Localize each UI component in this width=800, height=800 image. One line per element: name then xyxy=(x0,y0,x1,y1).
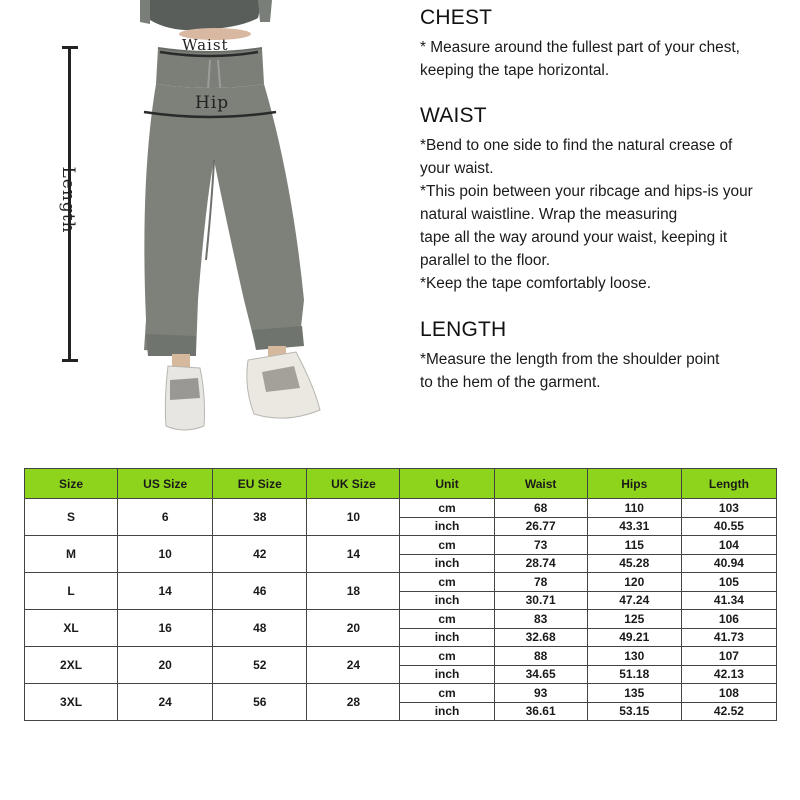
unit-cell: cm xyxy=(400,647,494,666)
length-heading: LENGTH xyxy=(420,318,507,341)
table-header-row xyxy=(25,469,777,499)
chest-heading: CHEST xyxy=(420,6,493,29)
hips-cell: 49.21 xyxy=(587,628,681,647)
table-row xyxy=(25,610,777,629)
table-row xyxy=(25,536,777,555)
unit-cell: cm xyxy=(400,499,494,518)
eu-size-cell: 46 xyxy=(213,573,307,610)
size-cell: XL xyxy=(25,610,118,647)
eu-size-cell: 56 xyxy=(213,684,307,721)
header-eu-size: EU Size xyxy=(213,469,307,499)
hips-cell: 43.31 xyxy=(587,517,681,536)
unit-cell: cm xyxy=(400,536,494,555)
length-cell: 104 xyxy=(681,536,776,555)
waist-text-line: natural waistline. Wrap the measuring xyxy=(420,206,678,223)
unit-cell: inch xyxy=(400,628,494,647)
waist-cell: 73 xyxy=(494,536,587,555)
waist-section xyxy=(420,104,792,295)
uk-size-cell: 14 xyxy=(307,536,400,573)
us-size-cell: 10 xyxy=(118,536,213,573)
eu-size-cell: 52 xyxy=(213,647,307,684)
uk-size-cell: 10 xyxy=(307,499,400,536)
measurement-figure xyxy=(0,0,400,440)
length-cell: 107 xyxy=(681,647,776,666)
us-size-cell: 16 xyxy=(118,610,213,647)
header-hips: Hips xyxy=(587,469,681,499)
length-cell: 105 xyxy=(681,573,776,592)
unit-cell: inch xyxy=(400,554,494,573)
waist-cell: 30.71 xyxy=(494,591,587,610)
uk-size-cell: 18 xyxy=(307,573,400,610)
length-text-line: to the hem of the garment. xyxy=(420,374,601,391)
size-cell: L xyxy=(25,573,118,610)
length-cell: 42.52 xyxy=(681,702,776,721)
table-row xyxy=(25,499,777,518)
length-label: Length xyxy=(58,166,78,234)
unit-cell: cm xyxy=(400,573,494,592)
table-row xyxy=(25,647,777,666)
eu-size-cell: 38 xyxy=(213,499,307,536)
chest-section xyxy=(420,6,792,82)
eu-size-cell: 42 xyxy=(213,536,307,573)
chest-text-line: * Measure around the fullest part of your chest, xyxy=(420,39,740,56)
waist-text-line: *Bend to one side to find the natural crease of xyxy=(420,137,733,154)
length-cell: 108 xyxy=(681,684,776,703)
waist-cell: 68 xyxy=(494,499,587,518)
hip-label: Hip xyxy=(195,93,230,113)
waist-text-line: your waist. xyxy=(420,160,494,177)
waist-cell: 32.68 xyxy=(494,628,587,647)
size-cell: S xyxy=(25,499,118,536)
us-size-cell: 20 xyxy=(118,647,213,684)
waist-text-line: parallel to the floor. xyxy=(420,252,551,269)
size-cell: M xyxy=(25,536,118,573)
length-cell: 40.94 xyxy=(681,554,776,573)
waist-heading: WAIST xyxy=(420,104,487,127)
unit-cell: inch xyxy=(400,591,494,610)
eu-size-cell: 48 xyxy=(213,610,307,647)
waist-cell: 26.77 xyxy=(494,517,587,536)
table-row xyxy=(25,573,777,592)
length-cell: 40.55 xyxy=(681,517,776,536)
hips-cell: 125 xyxy=(587,610,681,629)
unit-cell: inch xyxy=(400,517,494,536)
header-unit: Unit xyxy=(400,469,494,499)
uk-size-cell: 28 xyxy=(307,684,400,721)
hips-cell: 115 xyxy=(587,536,681,555)
unit-cell: cm xyxy=(400,610,494,629)
waist-cell: 93 xyxy=(494,684,587,703)
length-section xyxy=(420,318,792,394)
hips-cell: 53.15 xyxy=(587,702,681,721)
header-length: Length xyxy=(681,469,776,499)
waist-cell: 34.65 xyxy=(494,665,587,684)
size-cell: 3XL xyxy=(25,684,118,721)
length-text-line: *Measure the length from the shoulder point xyxy=(420,351,720,368)
uk-size-cell: 24 xyxy=(307,647,400,684)
header-size: Size xyxy=(25,469,118,499)
table-row xyxy=(25,684,777,703)
hips-cell: 135 xyxy=(587,684,681,703)
waist-cell: 36.61 xyxy=(494,702,587,721)
hips-cell: 120 xyxy=(587,573,681,592)
waist-cell: 78 xyxy=(494,573,587,592)
length-cell: 106 xyxy=(681,610,776,629)
hips-cell: 110 xyxy=(587,499,681,518)
size-cell: 2XL xyxy=(25,647,118,684)
waist-cell: 28.74 xyxy=(494,554,587,573)
header-uk-size: UK Size xyxy=(307,469,400,499)
waist-cell: 88 xyxy=(494,647,587,666)
header-waist: Waist xyxy=(494,469,587,499)
waist-text-line: *This poin between your ribcage and hips-is your xyxy=(420,183,753,200)
hips-cell: 47.24 xyxy=(587,591,681,610)
us-size-cell: 14 xyxy=(118,573,213,610)
waist-label: Waist xyxy=(182,36,229,54)
length-cell: 41.34 xyxy=(681,591,776,610)
waist-text-line: tape all the way around your waist, keeping it xyxy=(420,229,728,246)
length-cell: 41.73 xyxy=(681,628,776,647)
hips-cell: 51.18 xyxy=(587,665,681,684)
us-size-cell: 6 xyxy=(118,499,213,536)
hips-cell: 130 xyxy=(587,647,681,666)
length-cell: 42.13 xyxy=(681,665,776,684)
hips-cell: 45.28 xyxy=(587,554,681,573)
unit-cell: inch xyxy=(400,702,494,721)
waist-text-line: *Keep the tape comfortably loose. xyxy=(420,275,652,292)
unit-cell: cm xyxy=(400,684,494,703)
chest-text-line: keeping the tape horizontal. xyxy=(420,62,610,79)
unit-cell: inch xyxy=(400,665,494,684)
waist-cell: 83 xyxy=(494,610,587,629)
length-cell: 103 xyxy=(681,499,776,518)
size-chart-table xyxy=(24,468,777,721)
uk-size-cell: 20 xyxy=(307,610,400,647)
us-size-cell: 24 xyxy=(118,684,213,721)
header-us-size: US Size xyxy=(118,469,213,499)
